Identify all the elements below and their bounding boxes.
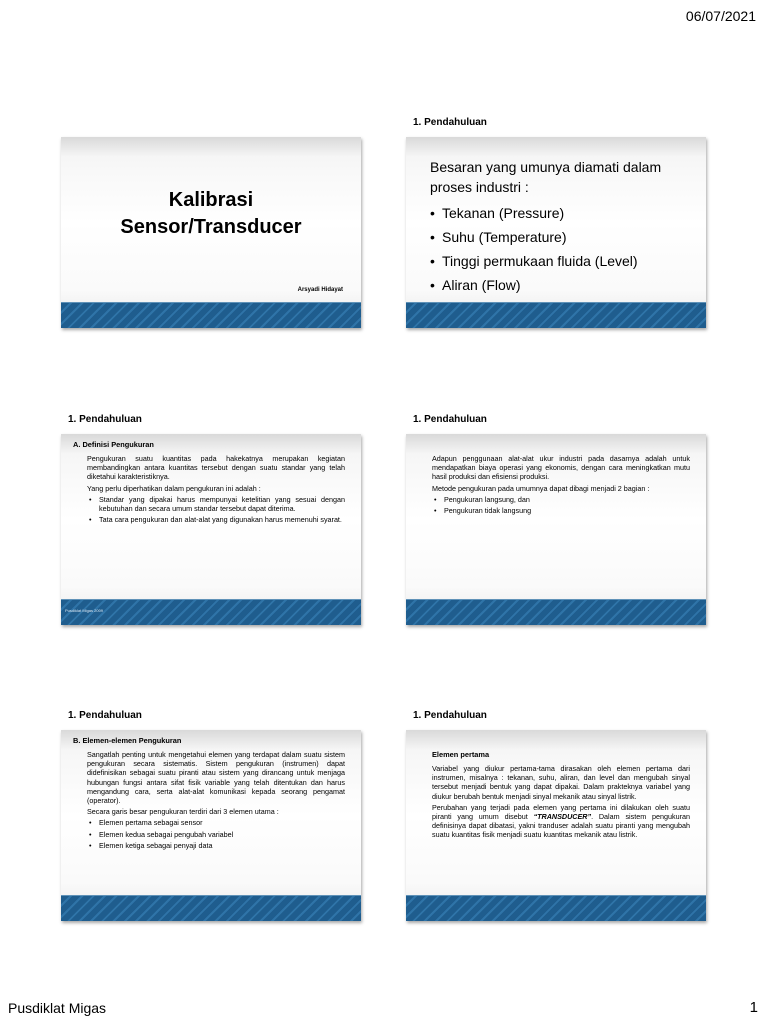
slide-2-list [430, 201, 638, 297]
list-item: • Standar yang dipakai harus mempunyai ketelitian yang sesuai dengan kebutuhan dan secara umum standar tersebut dapat diterima. [87, 495, 345, 513]
transducer-term: “TRANSDUCER” [533, 812, 592, 822]
list-item: • Suhu (Temperature) [430, 225, 638, 249]
list-item: • Elemen ketiga sebagai penyaji data [87, 841, 345, 850]
slide-2 [406, 137, 706, 328]
list-item: • Tekanan (Pressure) [430, 201, 638, 225]
slide-4 [406, 434, 706, 625]
paragraph [432, 803, 690, 840]
list-item: • Pengukuran tidak langsung [432, 506, 690, 515]
title-line-1: Kalibrasi [168, 189, 254, 211]
list-item: • Tata cara pengukuran dan alat-alat yang digunakan harus memenuhi syarat. [87, 515, 345, 524]
slide-1-title [61, 137, 361, 328]
slide-3 [61, 434, 361, 625]
paragraph: Variabel yang diukur pertama-tama dirasakan oleh elemen pertama dari instrumen, misalnya : tekanan, suhu, aliran, dan level dan mengubah sinyal tersebut menjadi bentuk yang dapat dipakai. Dalam prakteknya variabel yang diukur berubah bentuk menjadi sinyal mekanik atau sinyal listrik. [432, 764, 690, 801]
slide-4-bullets [432, 495, 690, 515]
slide-5-subheading: B. Elemen-elemen Pengukuran [73, 736, 182, 745]
slide-footer-band [406, 895, 706, 921]
title-line-2: Sensor/Transducer [120, 216, 302, 238]
slide-5-bullets [87, 818, 345, 850]
slide-5-body [87, 750, 345, 852]
slide-footer-band [406, 599, 706, 625]
slide-6-body [432, 764, 690, 842]
slide-4-body [432, 454, 690, 517]
slide-footer-text: Pusdiklat Migas 2009 [65, 608, 104, 613]
list-item: • Elemen pertama sebagai sensor [87, 818, 345, 827]
slide-6-heading: 1. Pendahuluan [413, 710, 487, 721]
paragraph: Adapun penggunaan alat-alat ukur industri pada dasarnya adalah untuk mendapatkan biaya operasi yang ekonomis, dengan cara meningkatkan mutu hasil produksi dan efisiensi produksi. [432, 454, 690, 482]
footer-organization: Pusdiklat Migas [8, 1000, 107, 1016]
paragraph: Pengukuran suatu kuantitas pada hakekatnya merupakan kegiatan membandingkan antara kuantitas tersebut dengan suatu standar yang telah diketahui karakteristiknya. [87, 454, 345, 482]
page-number: 1 [749, 999, 758, 1016]
slide-3-subheading: A. Definisi Pengukuran [73, 440, 154, 449]
list-item: • Elemen kedua sebagai pengubah variabel [87, 830, 345, 839]
list-item: • Tinggi permukaan fluida (Level) [430, 249, 638, 273]
paragraph-text: . Dalam sistem pengukuran definisinya dapat dibatasi, yakni tranduser adalah suatu piranti yang mengubah suatu kuantitas fisik menjadi suatu kuantitas mekanik atau listrik. [432, 812, 690, 840]
paragraph: Secara garis besar pengukuran terdiri dari 3 elemen utama : [87, 807, 279, 817]
slide-footer-band [61, 302, 361, 328]
page-date: 06/07/2021 [685, 8, 756, 24]
slide-title [61, 187, 361, 241]
slide-2-heading: 1. Pendahuluan [413, 117, 487, 128]
paragraph: Yang perlu diperhatikan dalam pengukuran ini adalah : [87, 483, 261, 493]
paragraph: Metode pengukuran pada umumnya dapat dibagi menjadi 2 bagian : [432, 483, 650, 493]
slide-2-intro: Besaran yang umunya diamati dalam proses industri : [430, 159, 662, 195]
slide-5-heading: 1. Pendahuluan [68, 710, 142, 721]
slide-3-heading: 1. Pendahuluan [68, 414, 142, 425]
list-item: • Aliran (Flow) [430, 273, 638, 297]
slide-3-body [87, 454, 345, 526]
slide-footer-band [406, 302, 706, 328]
paragraph: Sangatlah penting untuk mengetahui elemen yang terdapat dalam suatu sistem pengukuran secara sistematis. Sistem pengukuran (instrumen) dapat didefinisikan sebagai suatu piranti atau sistem yang dirancang untuk menjaga hubungan fungsi antara sifat fisik variable yang telah ditentukan dan harus mengandung cara, serta alat-alat komunikasi kepada seorang pengamat (operator). [87, 750, 345, 806]
list-item: • Pengukuran langsung, dan [432, 495, 690, 504]
slide-6-subheading: Elemen pertama [432, 750, 490, 759]
paragraph-text: Perubahan yang terjadi pada elemen yang pertama ini dilakukan oleh suatu piranti yang umum disebut [432, 802, 690, 822]
slide-footer-band [61, 895, 361, 921]
slide-footer-band [61, 599, 361, 625]
slide-4-heading: 1. Pendahuluan [413, 414, 487, 425]
slide-6 [406, 730, 706, 921]
slide-3-bullets [87, 495, 345, 525]
slide-5 [61, 730, 361, 921]
author-name: Arsyadi Hidayat [297, 287, 343, 293]
